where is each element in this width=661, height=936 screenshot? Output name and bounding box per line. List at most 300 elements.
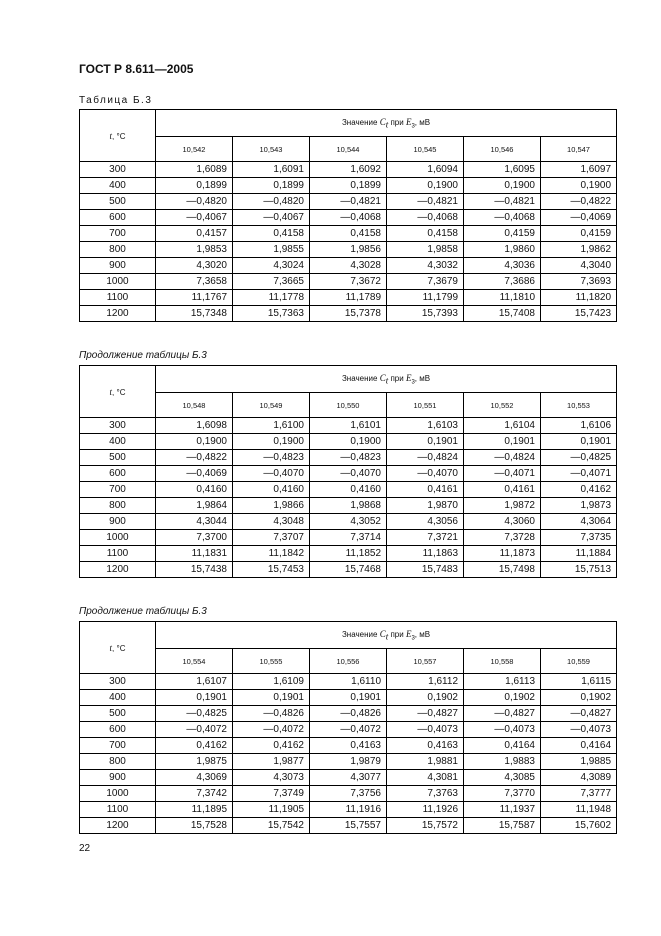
value-cell: 15,7423 [541,306,617,322]
table-row [80,418,617,434]
value-cell: 11,1810 [464,290,541,306]
temperature-cell: 800 [80,498,156,514]
value-cell: —0,4820 [156,194,233,210]
value-cell: 1,9856 [310,242,387,258]
value-cell: 0,1901 [387,434,464,450]
value-cell: 0,4160 [233,482,310,498]
value-cell: 1,6112 [387,674,464,690]
value-cell: 1,9855 [233,242,310,258]
temperature-cell: 800 [80,242,156,258]
value-cell: 4,3056 [387,514,464,530]
value-cell: 15,7557 [310,818,387,834]
temperature-cell: 300 [80,162,156,178]
value-cell: 0,1899 [156,178,233,194]
value-cell: 0,1901 [464,434,541,450]
table-row [80,306,617,322]
table-row [80,722,617,738]
value-cell: 0,1901 [310,690,387,706]
value-cell: 0,1900 [541,178,617,194]
value-cell: —0,4820 [233,194,310,210]
value-cell: —0,4827 [541,706,617,722]
value-cell: 15,7498 [464,562,541,578]
value-cell: 11,1873 [464,546,541,562]
value-cell: 1,9881 [387,754,464,770]
temperature-unit: , °C [112,387,126,397]
temperature-cell: 500 [80,450,156,466]
temperature-cell: 1200 [80,562,156,578]
value-cell: 1,9853 [156,242,233,258]
emf-symbol: E [405,372,412,383]
value-header-unit: , мВ [414,117,431,127]
value-cell: 7,3714 [310,530,387,546]
value-cell: 11,1767 [156,290,233,306]
value-cell: 1,6101 [310,418,387,434]
page-number: 22 [79,843,91,854]
value-cell: —0,4067 [156,210,233,226]
value-cell: 4,3077 [310,770,387,786]
value-cell: 11,1937 [464,802,541,818]
value-cell: 1,6089 [156,162,233,178]
value-cell: —0,4821 [310,194,387,210]
value-cell: 15,7378 [310,306,387,322]
table-caption: Таблица Б.3 [79,95,153,106]
value-cell: 4,3060 [464,514,541,530]
column-header: 10,554 [156,649,233,674]
value-cell: 1,9877 [233,754,310,770]
table-row [80,466,617,482]
table-row [80,754,617,770]
value-cell: 11,1905 [233,802,310,818]
value-cell: 15,7408 [464,306,541,322]
value-cell: 15,7542 [233,818,310,834]
value-cell: 7,3770 [464,786,541,802]
value-cell: 0,4160 [156,482,233,498]
temperature-cell: 300 [80,674,156,690]
table-row [80,274,617,290]
column-header-row [80,393,617,418]
value-cell: 1,6103 [387,418,464,434]
value-cell: —0,4824 [387,450,464,466]
temperature-cell: 500 [80,194,156,210]
value-cell: 7,3777 [541,786,617,802]
value-cell: —0,4068 [387,210,464,226]
value-cell: 7,3749 [233,786,310,802]
value-cell: —0,4827 [464,706,541,722]
value-cell: —0,4070 [310,466,387,482]
table-row [80,210,617,226]
temperature-cell: 500 [80,706,156,722]
column-header: 10,546 [464,137,541,162]
value-cell: 1,6109 [233,674,310,690]
value-cell: 1,9879 [310,754,387,770]
table-row [80,546,617,562]
temperature-cell: 1100 [80,546,156,562]
column-header-row [80,137,617,162]
column-header: 10,555 [233,649,310,674]
temperature-cell: 700 [80,226,156,242]
value-header-prefix: Значение [341,373,378,383]
value-cell: —0,4823 [310,450,387,466]
value-cell: —0,4069 [156,466,233,482]
temperature-symbol: t [109,642,113,653]
value-cell: 1,6095 [464,162,541,178]
value-cell: 4,3032 [387,258,464,274]
value-cell: 15,7468 [310,562,387,578]
value-cell: 0,4162 [233,738,310,754]
temperature-symbol: t [109,130,113,141]
value-cell: 7,3756 [310,786,387,802]
value-cell: 1,6113 [464,674,541,690]
value-cell: 11,1884 [541,546,617,562]
temperature-cell: 300 [80,418,156,434]
value-symbol: C [379,372,386,383]
value-cell: —0,4824 [464,450,541,466]
value-cell: 0,1900 [233,434,310,450]
emf-symbol-sub: 3 [411,379,415,386]
value-cell: 4,3024 [233,258,310,274]
value-cell: —0,4071 [541,466,617,482]
value-cell: 0,1900 [156,434,233,450]
value-cell: —0,4827 [387,706,464,722]
table-row [80,530,617,546]
value-cell: 1,9864 [156,498,233,514]
column-header-row [80,649,617,674]
value-cell: —0,4071 [464,466,541,482]
temperature-cell: 1200 [80,306,156,322]
value-cell: 4,3044 [156,514,233,530]
value-cell: 0,4164 [464,738,541,754]
document-id: ГОСТ Р 8.611—2005 [79,62,194,76]
value-cell: 0,1902 [464,690,541,706]
value-cell: 0,4164 [541,738,617,754]
value-cell: 4,3052 [310,514,387,530]
value-cell: —0,4067 [233,210,310,226]
value-cell: 4,3089 [541,770,617,786]
value-cell: 11,1916 [310,802,387,818]
temperature-cell: 1100 [80,290,156,306]
value-cell: 7,3742 [156,786,233,802]
temperature-cell: 800 [80,754,156,770]
emf-symbol: E [405,628,412,639]
value-cell: —0,4821 [387,194,464,210]
value-cell: 4,3048 [233,514,310,530]
value-cell: 1,9858 [387,242,464,258]
value-cell: 4,3040 [541,258,617,274]
temperature-unit: , °C [112,131,126,141]
value-cell: 1,6100 [233,418,310,434]
emf-symbol-sub: 3 [411,635,415,642]
value-cell: 1,6094 [387,162,464,178]
column-header: 10,545 [387,137,464,162]
value-cell: 11,1778 [233,290,310,306]
value-cell: 11,1820 [541,290,617,306]
value-cell: 7,3735 [541,530,617,546]
value-cell: 7,3728 [464,530,541,546]
value-cell: 0,4163 [310,738,387,754]
value-symbol-sub: t [385,631,389,642]
value-cell: —0,4825 [541,450,617,466]
value-cell: 7,3721 [387,530,464,546]
value-cell: 0,4158 [310,226,387,242]
value-cell: —0,4070 [233,466,310,482]
value-cell: 0,1900 [464,178,541,194]
value-header [156,622,617,649]
value-cell: 4,3085 [464,770,541,786]
temperature-header [80,366,156,418]
column-header: 10,547 [541,137,617,162]
value-cell: 0,1901 [233,690,310,706]
value-cell: 1,6106 [541,418,617,434]
temperature-cell: 900 [80,770,156,786]
value-cell: 0,4162 [541,482,617,498]
value-cell: —0,4826 [233,706,310,722]
value-cell: 4,3064 [541,514,617,530]
column-header: 10,553 [541,393,617,418]
value-cell: —0,4070 [387,466,464,482]
value-cell: 1,9883 [464,754,541,770]
value-cell: 0,1902 [541,690,617,706]
value-cell: 15,7348 [156,306,233,322]
value-cell: 15,7572 [387,818,464,834]
temperature-symbol: t [109,386,113,397]
value-cell: 1,6092 [310,162,387,178]
value-cell: 0,4159 [464,226,541,242]
value-cell: 0,4161 [387,482,464,498]
table-row [80,498,617,514]
value-cell: 7,3693 [541,274,617,290]
value-cell: 0,1899 [310,178,387,194]
column-header: 10,551 [387,393,464,418]
value-cell: 15,7453 [233,562,310,578]
data-table [79,109,617,322]
value-cell: 1,9860 [464,242,541,258]
column-header: 10,543 [233,137,310,162]
value-cell: 0,4163 [387,738,464,754]
value-cell: 0,4157 [156,226,233,242]
emf-symbol-sub: 3 [411,123,415,130]
temperature-unit: , °C [112,643,126,653]
value-cell: 0,1899 [233,178,310,194]
temperature-cell: 1000 [80,530,156,546]
temperature-header [80,622,156,674]
temperature-cell: 1200 [80,818,156,834]
table-row [80,514,617,530]
table-row [80,562,617,578]
table-row [80,674,617,690]
column-header: 10,559 [541,649,617,674]
value-cell: 4,3081 [387,770,464,786]
value-cell: —0,4068 [310,210,387,226]
temperature-cell: 600 [80,722,156,738]
value-cell: 11,1799 [387,290,464,306]
temperature-cell: 900 [80,514,156,530]
value-cell: 0,1900 [387,178,464,194]
value-cell: —0,4822 [156,450,233,466]
value-header [156,110,617,137]
value-cell: 15,7363 [233,306,310,322]
column-header: 10,548 [156,393,233,418]
temperature-cell: 700 [80,482,156,498]
value-cell: 7,3672 [310,274,387,290]
table-row [80,738,617,754]
value-cell: 11,1948 [541,802,617,818]
value-header-mid: при [390,629,404,639]
value-cell: 0,1902 [387,690,464,706]
value-cell: 15,7528 [156,818,233,834]
value-cell: 1,9862 [541,242,617,258]
table-row [80,194,617,210]
table-row [80,258,617,274]
value-cell: 15,7438 [156,562,233,578]
value-header-mid: при [390,117,404,127]
value-cell: —0,4821 [464,194,541,210]
temperature-cell: 900 [80,258,156,274]
value-cell: —0,4073 [541,722,617,738]
value-header-prefix: Значение [341,117,378,127]
value-cell: 11,1852 [310,546,387,562]
value-cell: 1,6110 [310,674,387,690]
temperature-cell: 1100 [80,802,156,818]
table-row [80,162,617,178]
value-cell: 15,7513 [541,562,617,578]
value-cell: 11,1895 [156,802,233,818]
value-cell: —0,4068 [464,210,541,226]
value-cell: 4,3020 [156,258,233,274]
value-cell: —0,4072 [310,722,387,738]
column-header: 10,557 [387,649,464,674]
value-header-unit: , мВ [414,629,431,639]
value-cell: 7,3707 [233,530,310,546]
column-header: 10,558 [464,649,541,674]
value-cell: 7,3665 [233,274,310,290]
table-row [80,482,617,498]
value-cell: 0,4158 [387,226,464,242]
value-cell: 4,3069 [156,770,233,786]
value-cell: 1,9870 [387,498,464,514]
value-cell: 11,1831 [156,546,233,562]
value-cell: 7,3658 [156,274,233,290]
table-row [80,690,617,706]
temperature-cell: 400 [80,434,156,450]
table-row [80,818,617,834]
value-symbol: C [379,116,386,127]
value-cell: 1,6097 [541,162,617,178]
value-cell: 1,9872 [464,498,541,514]
value-cell: —0,4822 [541,194,617,210]
value-cell: 7,3686 [464,274,541,290]
value-header-mid: при [390,373,404,383]
table-row [80,290,617,306]
table-row [80,226,617,242]
table-header-row [80,110,617,137]
temperature-cell: 400 [80,178,156,194]
temperature-cell: 400 [80,690,156,706]
data-table [79,365,617,578]
value-cell: 1,6098 [156,418,233,434]
value-cell: 1,9873 [541,498,617,514]
value-cell: 0,1901 [156,690,233,706]
column-header: 10,550 [310,393,387,418]
column-header: 10,542 [156,137,233,162]
value-cell: 11,1842 [233,546,310,562]
value-cell: 1,6115 [541,674,617,690]
temperature-cell: 700 [80,738,156,754]
temperature-cell: 600 [80,210,156,226]
value-cell: 1,9875 [156,754,233,770]
table-row [80,242,617,258]
value-cell: 11,1789 [310,290,387,306]
table-row [80,786,617,802]
value-cell: 15,7602 [541,818,617,834]
value-cell: 0,1901 [541,434,617,450]
value-cell: —0,4826 [310,706,387,722]
value-cell: 1,9885 [541,754,617,770]
value-cell: 15,7393 [387,306,464,322]
temperature-header [80,110,156,162]
value-cell: 4,3028 [310,258,387,274]
value-cell: 15,7587 [464,818,541,834]
table-caption: Продолжение таблицы Б.3 [79,606,207,617]
value-symbol: C [379,628,386,639]
value-cell: 4,3073 [233,770,310,786]
value-cell: 11,1863 [387,546,464,562]
column-header: 10,549 [233,393,310,418]
value-cell: 15,7483 [387,562,464,578]
value-cell: 0,4162 [156,738,233,754]
temperature-cell: 600 [80,466,156,482]
column-header: 10,544 [310,137,387,162]
table-row [80,434,617,450]
value-cell: 0,4158 [233,226,310,242]
value-cell: —0,4825 [156,706,233,722]
table-row [80,770,617,786]
value-cell: 0,4160 [310,482,387,498]
data-table [79,621,617,834]
column-header: 10,552 [464,393,541,418]
value-cell: 1,9866 [233,498,310,514]
value-cell: 0,4159 [541,226,617,242]
value-cell: 1,9868 [310,498,387,514]
value-cell: 4,3036 [464,258,541,274]
emf-symbol: E [405,116,412,127]
temperature-cell: 1000 [80,274,156,290]
table-row [80,706,617,722]
value-cell: —0,4823 [233,450,310,466]
value-cell: —0,4069 [541,210,617,226]
temperature-cell: 1000 [80,786,156,802]
value-cell: —0,4072 [156,722,233,738]
value-symbol-sub: t [385,375,389,386]
table-row [80,802,617,818]
value-cell: 7,3763 [387,786,464,802]
value-symbol-sub: t [385,119,389,130]
value-header [156,366,617,393]
table-header-row [80,366,617,393]
value-cell: 0,4161 [464,482,541,498]
value-cell: 7,3679 [387,274,464,290]
value-header-prefix: Значение [341,629,378,639]
value-cell: 0,1900 [310,434,387,450]
table-row [80,178,617,194]
table-caption: Продолжение таблицы Б.3 [79,350,207,361]
column-header: 10,556 [310,649,387,674]
value-cell: —0,4073 [387,722,464,738]
value-cell: 1,6091 [233,162,310,178]
value-cell: 11,1926 [387,802,464,818]
value-header-unit: , мВ [414,373,431,383]
table-row [80,450,617,466]
table-header-row [80,622,617,649]
